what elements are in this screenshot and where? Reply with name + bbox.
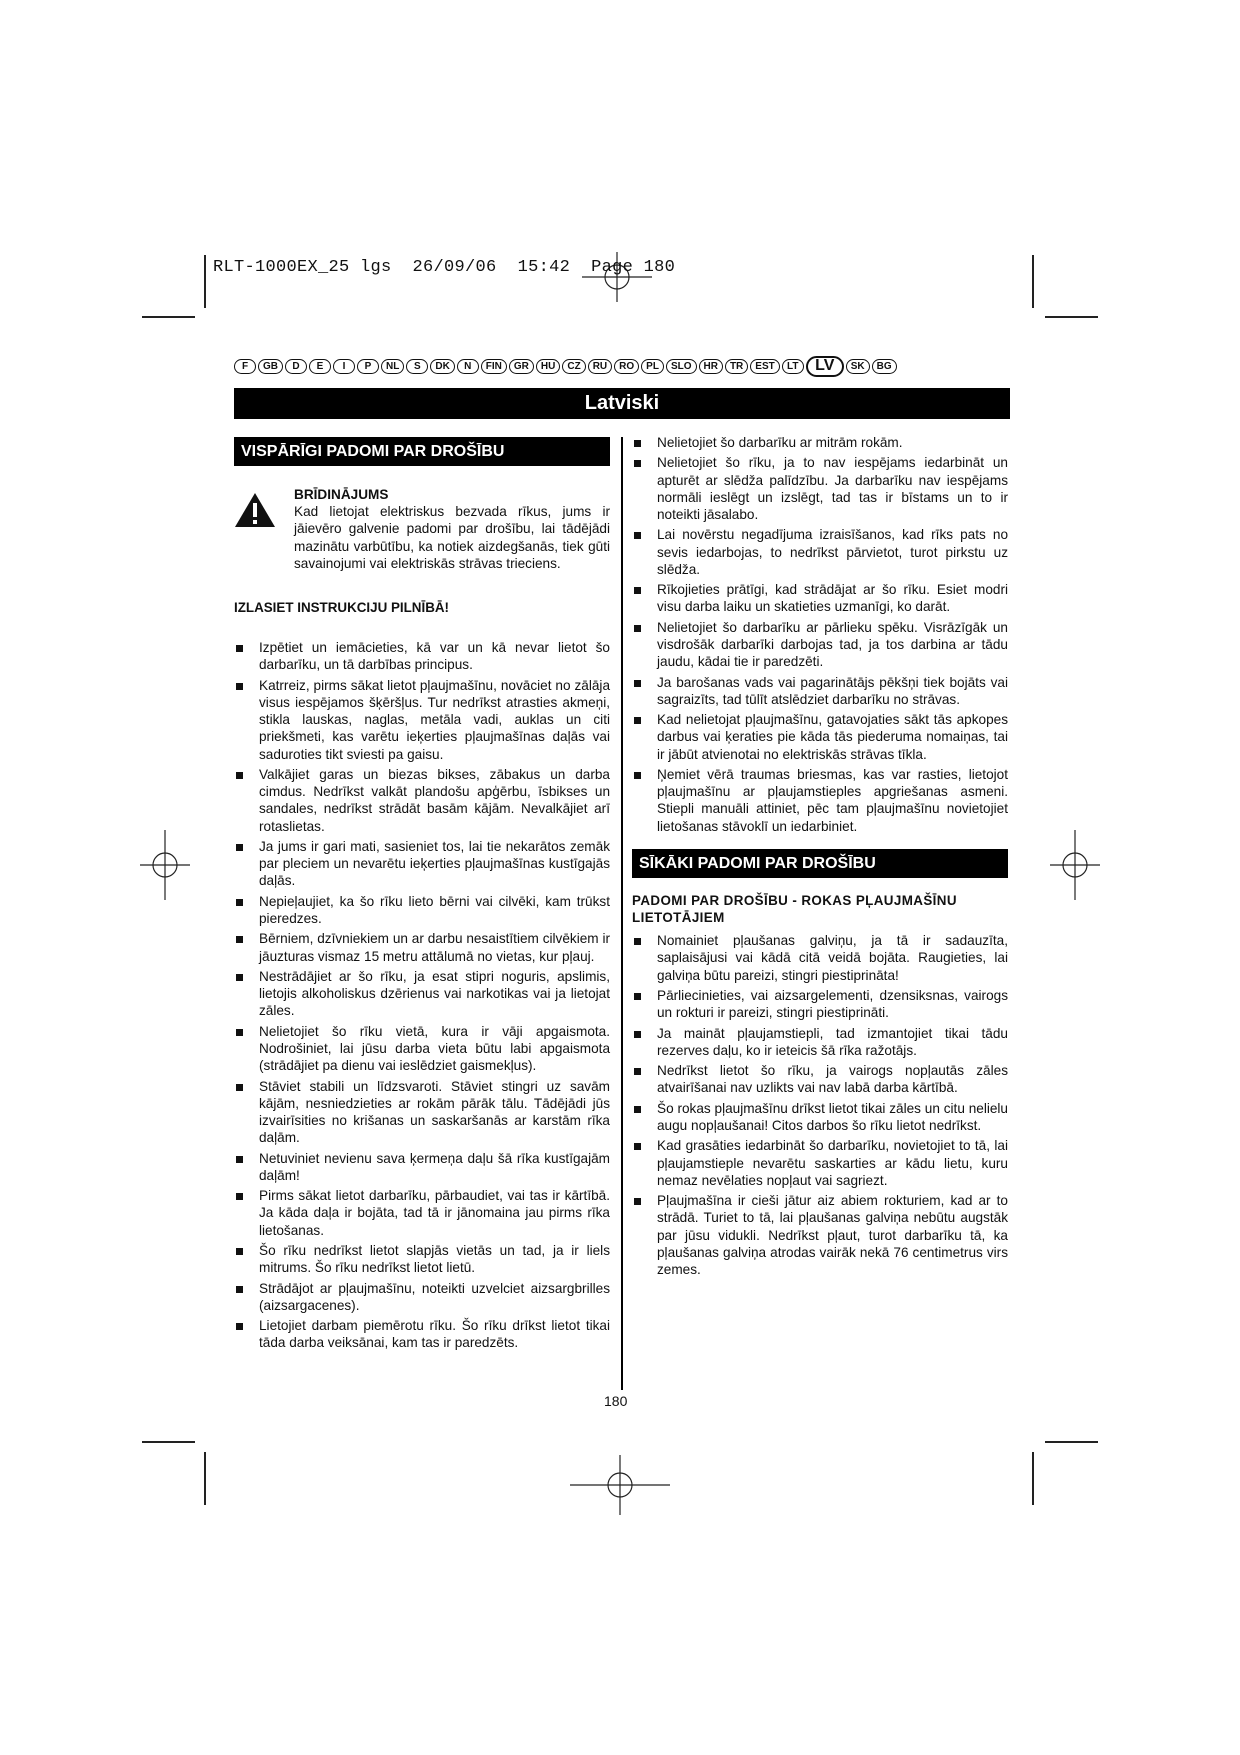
- language-tab-f: F: [234, 359, 256, 374]
- print-slug: [213, 258, 675, 277]
- left-column: [234, 437, 610, 1355]
- list-item: Strādājot ar pļaujmašīnu, noteikti uzvelciet aizsargbrilles (aizsargacenes).: [234, 1280, 610, 1314]
- language-tab-hr: HR: [699, 359, 723, 374]
- list-item: Katrreiz, pirms sākat lietot pļaujmašīnu, novāciet no zālāja visus iespējamos šķēršļus. Tur nedrīkst atrasties akmeņi, stikla lauskas, naglas, metāla vadi, auklas un citi priekšmeti, kas varētu ieķerties pļaujmašīnas daļās vai saduroties tikt sviesti pa gaisu.: [234, 677, 610, 763]
- list-item: Nomainiet pļaušanas galviņu, ja tā ir sadauzīta, saplaisājusi vai kādā citā veidā bojāta. Raugieties, lai galviņa būtu pareizi, stingri piestiprināta!: [632, 932, 1008, 984]
- right-bullet-list-top: [632, 434, 1008, 835]
- list-item: Nelietojiet šo darbarīku ar mitrām rokām.: [632, 434, 1008, 451]
- registration-mark-left: [140, 830, 190, 900]
- language-tab-est: EST: [750, 359, 779, 374]
- right-column: [632, 434, 1008, 1281]
- list-item: Nelietojiet šo rīku vietā, kura ir vāji apgaismota. Nodrošiniet, lai jūsu darba vieta būtu labi apgaismota (strādājiet pa dienu vai ieslēdziet gaismekļus).: [234, 1023, 610, 1075]
- list-item: Kad grasāties iedarbināt šo darbarīku, novietojiet to tā, lai pļaujamstieple nevarētu saskarties ar kādu lietu, kuru nemaz nevēlaties nopļaut vai sagriezt.: [632, 1137, 1008, 1189]
- language-tab-d: D: [285, 359, 307, 374]
- list-item: Ja jums ir gari mati, sasieniet tos, lai tie nekarātos zemāk par pleciem un nevarētu ieķerties pļaujmašīnas kustīgajās daļās.: [234, 838, 610, 890]
- list-item: Valkājiet garas un biezas bikses, zābakus un darba cimdus. Nedrīkst valkāt plandošu apģērbu, īsbikses un sandales, nedrīkst strādāt basām kājām. Nevalkājiet arī rotaslietas.: [234, 766, 610, 835]
- language-tab-gr: GR: [509, 359, 534, 374]
- list-item: Bērniem, dzīvniekiem un ar darbu nesaistītiem cilvēkiem ir jāuzturas vismaz 15 metru attālumā no vietas, kur pļauj.: [234, 930, 610, 964]
- language-tab-lv: LV: [806, 356, 844, 377]
- list-item: Pļaujmašīna ir cieši jātur aiz abiem rokturiem, kad ar to strādā. Turiet to tā, lai pļaušanas galviņa nebūtu augstāk par jūsu vidukli. Nedrīkst pļaut, turot darbarīku tā, ka pļaušanas galviņa atrodas vairāk nekā 76 centimetrus virs zemes.: [632, 1192, 1008, 1278]
- language-tab-ru: RU: [588, 359, 612, 374]
- list-item: Šo rīku nedrīkst lietot slapjās vietās un tad, ja ir liels mitrums. Šo rīku nedrīkst lietot lietū.: [234, 1242, 610, 1276]
- list-item: Nestrādājiet ar šo rīku, ja esat stipri noguris, apslimis, lietojis alkoholiskus dzērienus vai narkotikas vai ja lietojat zāles.: [234, 968, 610, 1020]
- language-tab-bg: BG: [872, 359, 897, 374]
- language-tabs: [234, 356, 1014, 376]
- warning-text: Kad lietojat elektriskus bezvada rīkus, jums ir jāievēro galvenie padomi par drošību, lai tādējādi mazinātu varbūtību, ka notiek aizdegšanās, tiek gūti savainojumi vai elektriskās strāvas trieciens.: [294, 504, 610, 571]
- section-title-detailed-safety: SĪKĀKI PADOMI PAR DROŠĪBU: [632, 849, 1008, 878]
- right-bullet-list-bottom: [632, 932, 1008, 1278]
- list-item: Kad nelietojat pļaujmašīnu, gatavojaties sākt tās apkopes darbus vai ķeraties pie kāda tās piederuma nomaiņas, tai ir jābūt atvienotai no elektriskās strāvas tīkla.: [632, 711, 1008, 763]
- read-instructions-heading: IZLASIET INSTRUKCIJU PILNĪBĀ!: [234, 600, 449, 616]
- language-tab-gb: GB: [258, 359, 283, 374]
- list-item: Lai novērstu negadījuma izraisīšanos, kad rīks pats no sevis iedarbojas, to nedrīkst pārvietot, turot pirkstu uz slēdža.: [632, 526, 1008, 578]
- list-item: Nelietojiet šo rīku, ja to nav iespējams iedarbināt un apturēt ar slēdža palīdzību. Ja darbarīku nav iespējams normāli ieslēgt un izslēgt, tad tas ir bīstams un to ir noteikti jāsalabo.: [632, 454, 1008, 523]
- list-item: Pirms sākat lietot darbarīku, pārbaudiet, vai tas ir kārtībā. Ja kāda daļa ir bojāta, tad tā ir jānomaina jau pirms rīka lietošanas.: [234, 1187, 610, 1239]
- warning-triangle-icon: [234, 486, 294, 572]
- list-item: Nelietojiet šo darbarīku ar pārlieku spēku. Visrāzīgāk un visdrošāk darbarīki darbojas tad, ja tos darbina ar tādu jaudu, kādai tie ir paredzēti.: [632, 619, 1008, 671]
- list-item: Pārliecinieties, vai aizsargelementi, dzensiksnas, vairogs un rokturi ir pareizi, stingri piestiprināti.: [632, 987, 1008, 1021]
- language-tab-pl: PL: [641, 359, 664, 374]
- slug-date: 26/09/06: [412, 258, 497, 277]
- language-tab-dk: DK: [430, 359, 454, 374]
- warning-heading: BRĪDINĀJUMS: [294, 487, 389, 502]
- section-title-general-safety: VISPĀRĪGI PADOMI PAR DROŠĪBU: [234, 437, 610, 466]
- warning-box: [234, 486, 610, 572]
- list-item: Lietojiet darbam piemērotu rīku. Šo rīku drīkst lietot tikai tāda darba veiksānai, kam tas ir paredzēts.: [234, 1317, 610, 1351]
- crop-mark: [204, 1452, 206, 1505]
- left-bullet-list: [234, 639, 610, 1351]
- list-item: Rīkojieties prātīgi, kad strādājat ar šo rīku. Esiet modri visu darba laiku un skatieties uzmanīgi, ko darāt.: [632, 581, 1008, 615]
- slug-page: Page 180: [591, 258, 676, 277]
- slug-file: RLT-1000EX_25 lgs: [213, 258, 392, 277]
- crop-mark: [1045, 1441, 1098, 1443]
- language-tab-tr: TR: [725, 359, 748, 374]
- list-item: Netuviniet nevienu sava ķermeņa daļu šā rīka kustīgajām daļām!: [234, 1150, 610, 1184]
- language-tab-sk: SK: [846, 359, 870, 374]
- list-item: Izpētiet un iemācieties, kā var un kā nevar lietot šo darbarīku, un tā darbības principus.: [234, 639, 610, 673]
- warning-content: [294, 486, 610, 572]
- language-tab-p: P: [357, 359, 379, 374]
- language-tab-s: S: [406, 359, 428, 374]
- list-item: Stāviet stabili un līdzsvaroti. Stāviet stingri uz savām kājām, nesniedzieties ar rokām pārāk tālu. Tādējādi jūs izvairīsities no krišanas un saskaršanās ar karstām rīka daļām.: [234, 1078, 610, 1147]
- crop-mark: [1032, 255, 1034, 308]
- list-item: Ņemiet vērā traumas briesmas, kas var rasties, lietojot pļaujmašīnu ar pļaujamstieples apgriešanas asmeni. Stiepli manuāli attiniet, pēc tam pļaujmašīnu novietojiet lietošanas stāvoklī un iedarbiniet.: [632, 766, 1008, 835]
- language-tab-slo: SLO: [666, 359, 697, 374]
- list-item: Ja maināt pļaujamstiepli, tad izmantojiet tikai tādu rezerves daļu, ko ir ieteicis šā rīka ražotājs.: [632, 1025, 1008, 1059]
- page-title: Latviski: [234, 388, 1010, 419]
- registration-mark-right: [1050, 830, 1100, 900]
- page-number: 180: [604, 1393, 628, 1409]
- registration-mark-bottom: [570, 1455, 670, 1515]
- crop-mark: [1032, 1452, 1034, 1505]
- language-tab-e: E: [309, 359, 331, 374]
- language-tab-lt: LT: [782, 359, 804, 374]
- language-tab-n: N: [457, 359, 479, 374]
- list-item: Šo rokas pļaujmašīnu drīkst lietot tikai zāles un citu nelielu augu nopļaušanai! Citos darbos šo rīku lietot nedrīkst.: [632, 1100, 1008, 1134]
- column-divider: [621, 437, 623, 1390]
- language-tab-fin: FIN: [481, 359, 507, 374]
- list-item: Ja barošanas vads vai pagarinātājs pēkšņi tiek bojāts vai sagraizīts, tad tūlīt atslēdziet darbarīku no strāvas.: [632, 674, 1008, 708]
- language-tab-hu: HU: [536, 359, 560, 374]
- list-item: Nedrīkst lietot šo rīku, ja vairogs nopļautās zāles atvairīšanai nav uzlikts vai nav labā darba kārtībā.: [632, 1062, 1008, 1096]
- language-tab-cz: CZ: [562, 359, 585, 374]
- language-tab-nl: NL: [381, 359, 404, 374]
- crop-mark: [142, 1441, 195, 1443]
- trimmer-users-heading: PADOMI PAR DROŠĪBU - ROKAS PĻAUJMAŠĪNU LIETOTĀJIEM: [632, 892, 957, 925]
- slug-time: 15:42: [517, 258, 571, 277]
- crop-mark: [142, 316, 195, 318]
- crop-mark: [204, 255, 206, 308]
- crop-mark: [1045, 316, 1098, 318]
- language-tab-ro: RO: [614, 359, 639, 374]
- language-tab-i: I: [333, 359, 355, 374]
- list-item: Nepieļaujiet, ka šo rīku lieto bērni vai cilvēki, kam trūkst pieredzes.: [234, 893, 610, 927]
